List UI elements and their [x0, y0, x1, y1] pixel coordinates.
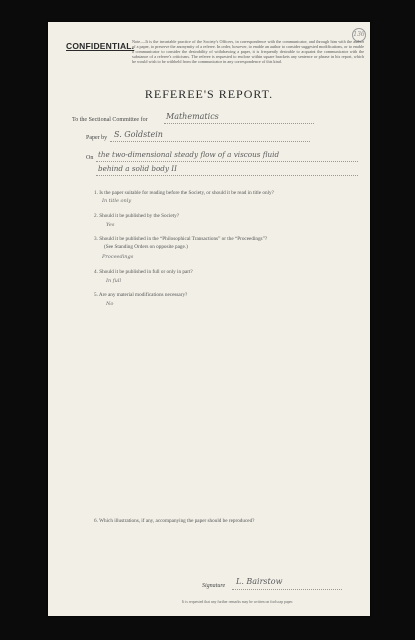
- committee-value: Mathematics: [166, 112, 219, 121]
- paper-by-value: S. Goldstein: [114, 130, 163, 139]
- question-1: 1. Is the paper suitable for reading before the Society, or should it be read in title only?: [94, 190, 274, 196]
- paper-by-label: Paper by: [86, 135, 108, 141]
- committee-label: To the Sectional Committee for: [72, 117, 148, 123]
- signature-value: L. Bairstow: [236, 577, 283, 586]
- on-value-line1: the two-dimensional steady flow of a viscous fluid: [98, 150, 280, 159]
- answer-3: Proceedings: [102, 254, 134, 260]
- on-label: On: [86, 155, 94, 161]
- question-3-note: (See Standing Orders on opposite page.): [104, 244, 188, 250]
- on-value-line2: behind a solid body II: [98, 164, 177, 173]
- question-4: 4. Should it be published in full or only in part?: [94, 269, 193, 275]
- page-title: REFEREE'S REPORT.: [144, 87, 274, 101]
- on-line-1: [96, 161, 358, 162]
- answer-2: Yes: [106, 222, 115, 228]
- footer-note: It is requested that any further remarks may be written on foolscap paper.: [182, 600, 294, 604]
- report-page: [48, 22, 370, 616]
- answer-1: In title only: [102, 198, 132, 204]
- committee-line: [164, 123, 314, 124]
- page-number: 136: [352, 28, 366, 42]
- signature-line: [232, 589, 342, 590]
- confidential-heading: CONFIDENTIAL.: [66, 41, 135, 51]
- confidential-note: Note.—It is the invariable practice of the Society's Officers, in correspondence with the communicator, and through him with the author of a paper, to preserve the anonymity of a referee. In order, however, to enable an author to consider suggested modifications, or to enable a communicator to consider the desirability of withdrawing a paper, it is frequently desirable to acquaint the communicator with the substance of a referee's criticisms. The referee is requested to enclose within square brackets any sentence or phrase in his report, which he would wish to be withheld from the communicator in any correspondence of this kind.: [132, 39, 364, 64]
- answer-5: No: [106, 301, 114, 307]
- signature-label: Signature: [202, 583, 226, 589]
- question-3: 3. Should it be published in the “Philosophical Transactions” or the “Proceedings”?: [94, 236, 268, 242]
- question-6: 6. Which illustrations, if any, accompanying the paper should be reproduced?: [94, 518, 255, 524]
- question-5: 5. Are any material modifications necessary?: [94, 292, 188, 298]
- on-line-2: [96, 175, 358, 176]
- question-2: 2. Should it be published by the Society?: [94, 213, 180, 219]
- paper-by-line: [110, 141, 310, 142]
- answer-4: In full: [106, 278, 122, 284]
